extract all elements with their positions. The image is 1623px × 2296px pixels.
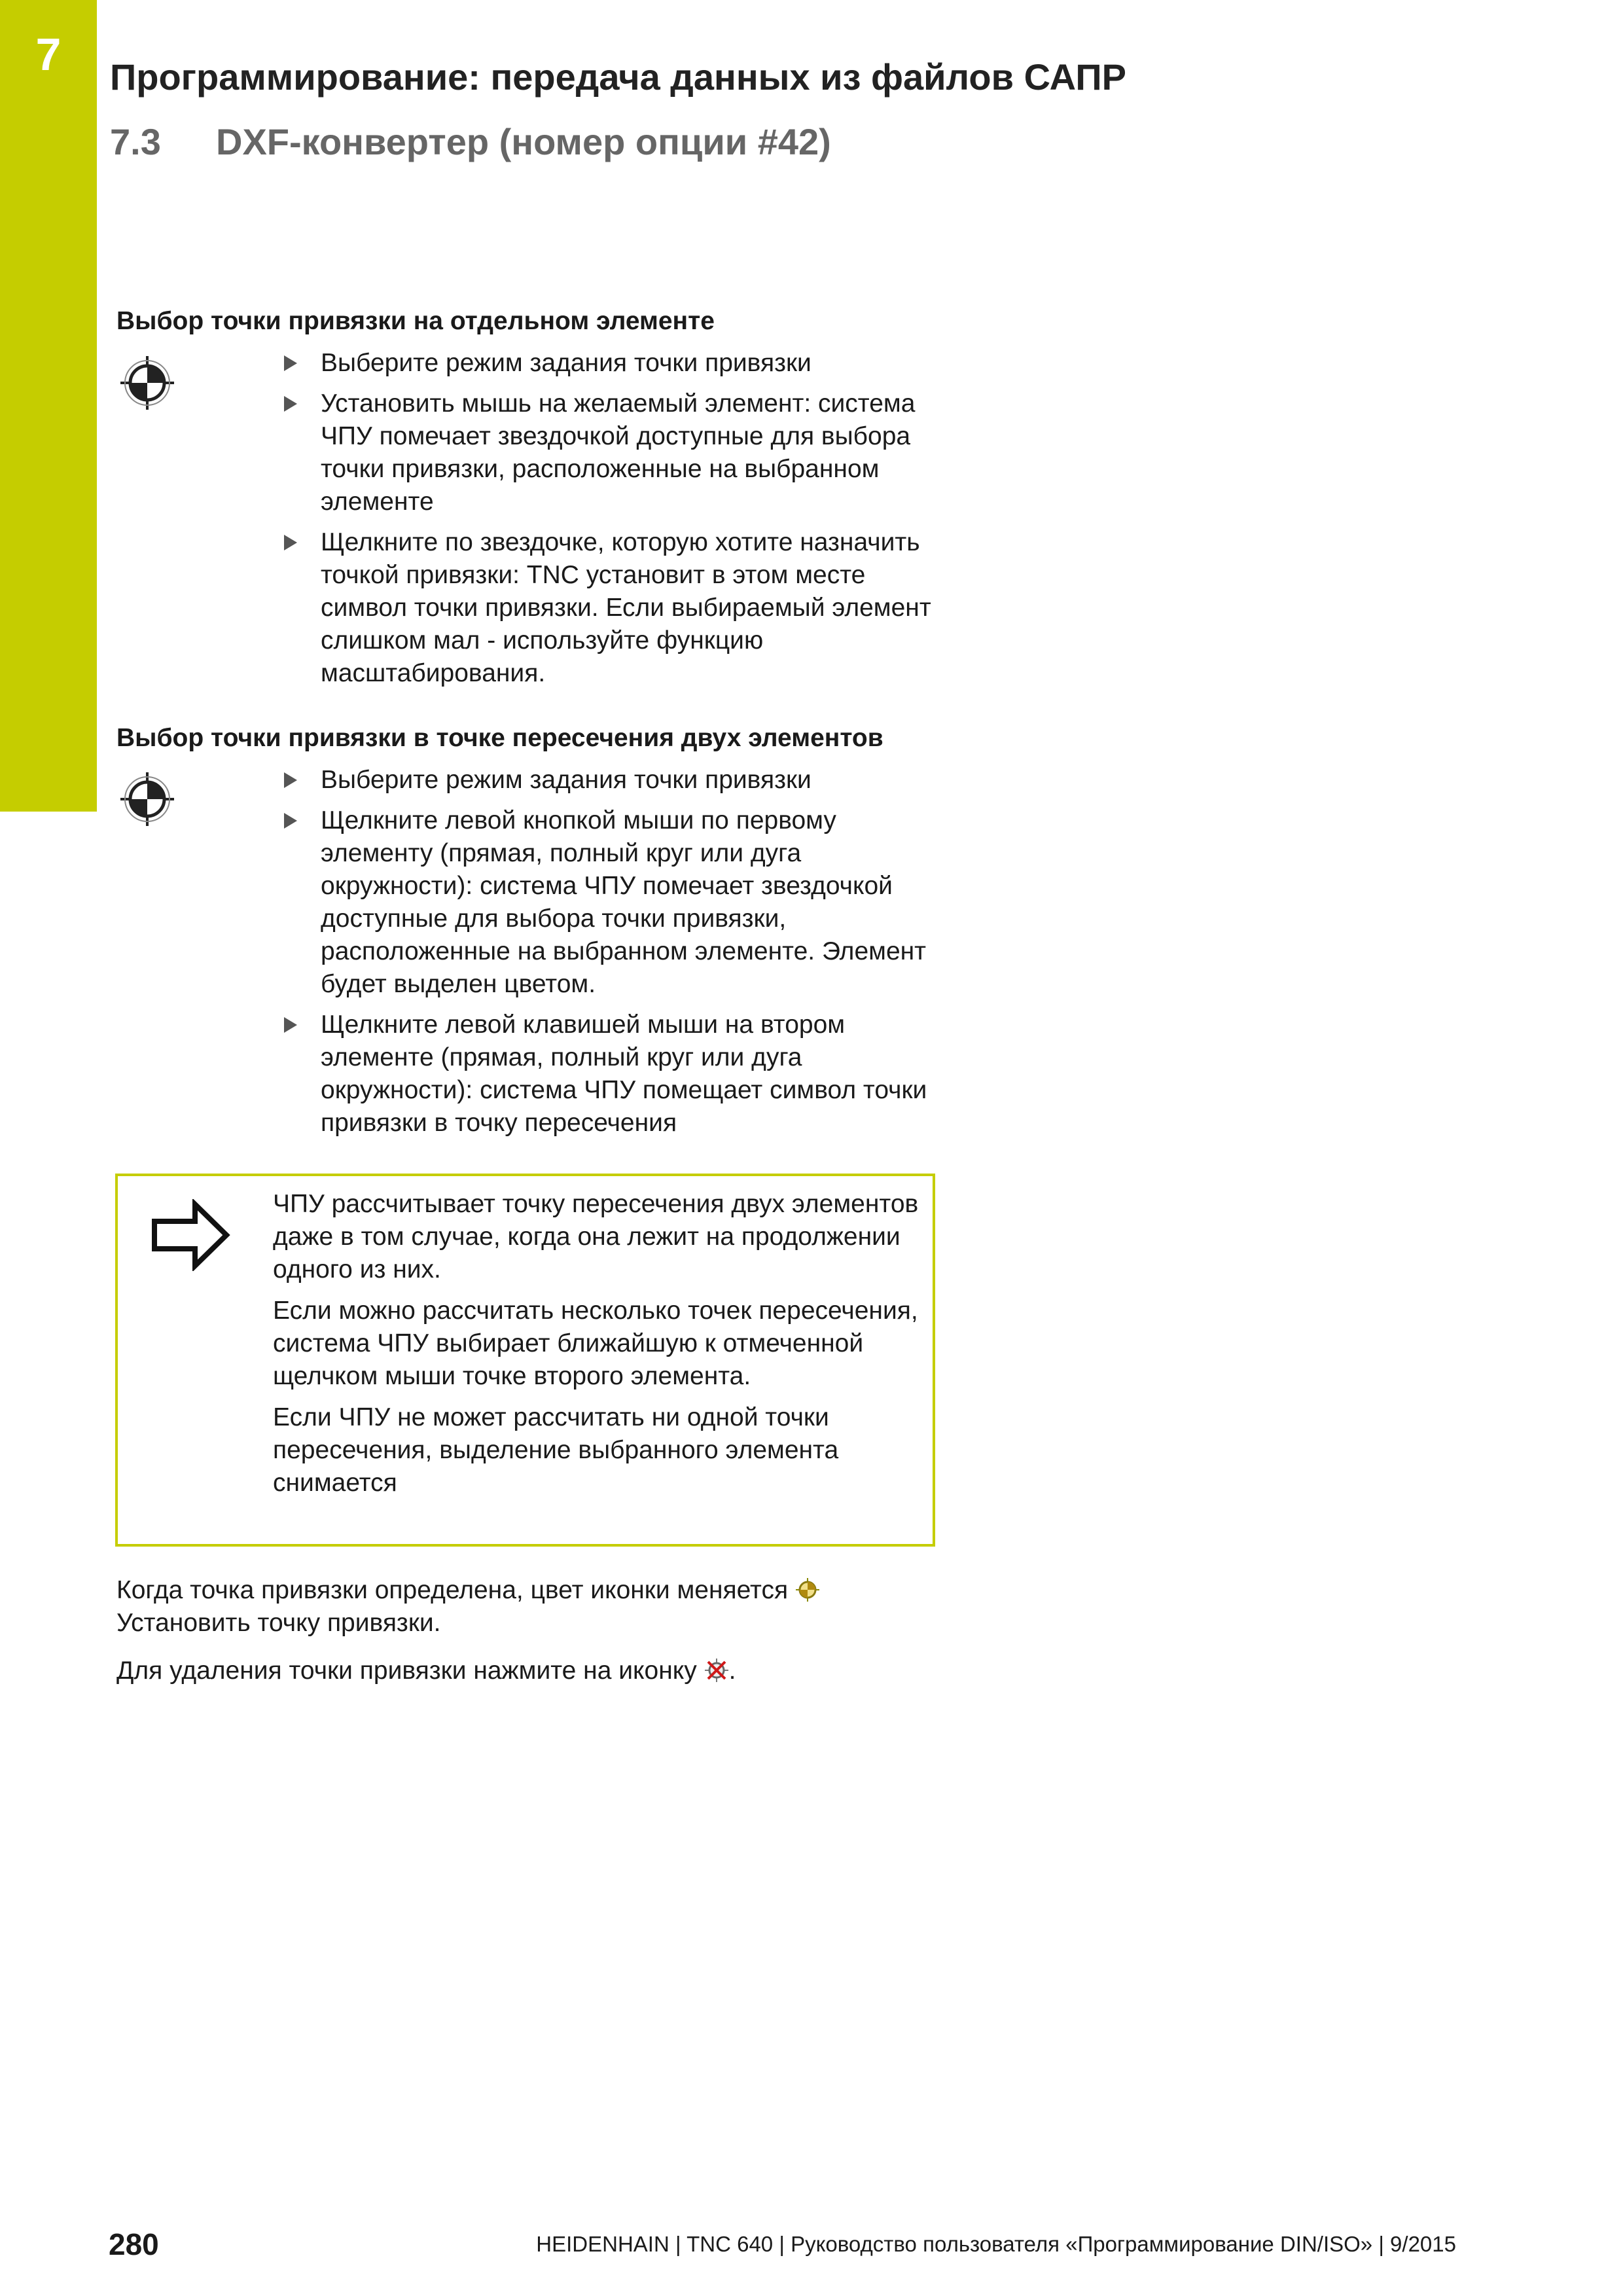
page-number: 280 — [109, 2227, 159, 2261]
note-box — [115, 1174, 935, 1547]
chapter-tab — [0, 0, 97, 812]
steps-single-element — [281, 347, 949, 698]
paragraph-delete-reference: Для удаления точки привязки нажмите на иконку . — [116, 1657, 736, 1685]
steps-intersection — [281, 764, 949, 1147]
bullet-triangle-icon — [284, 535, 297, 550]
list-item: Выберите режим задания точки привязки — [281, 347, 949, 380]
chapter-number: 7 — [35, 29, 62, 80]
footer-text: HEIDENHAIN | TNC 640 | Руководство пользователя «Программирование DIN/ISO» | 9/2015 — [536, 2232, 1456, 2256]
list-item: Щелкните левой кнопкой мыши по первому элементу (прямая, полный круг или дуга окружности): система ЧПУ помечает звездочкой доступные для выбора точки привязки, расположенные на выбранном элементе. Элемент будет выделен цветом. — [281, 804, 949, 1001]
reference-point-icon — [118, 353, 177, 412]
section-number: 7.3 — [110, 121, 161, 162]
note-paragraph: Если ЧПУ не может рассчитать ни одной точки пересечения, выделение выбранного элемента снимается — [273, 1403, 839, 1497]
list-item: Выберите режим задания точки привязки — [281, 764, 949, 797]
delete-reference-point-icon — [704, 1658, 729, 1683]
note-arrow-icon — [149, 1199, 231, 1271]
section-title-text: DXF-конвертер (номер опции #42) — [216, 121, 831, 162]
bullet-triangle-icon — [284, 355, 297, 371]
chapter-title: Программирование: передача данных из файлов САПР — [110, 56, 1126, 98]
note-paragraph: ЧПУ рассчитывает точку пересечения двух элементов даже в том случае, когда она лежит на продолжении одного из них. — [273, 1190, 919, 1283]
reference-point-set-icon — [795, 1577, 820, 1602]
list-item: Установить мышь на желаемый элемент: система ЧПУ помечает звездочкой доступные для выбора точки привязки, расположенные на выбранном элементе — [281, 387, 949, 518]
list-item: Щелкните левой клавишей мыши на втором элементе (прямая, полный круг или дуга окружности): система ЧПУ помещает символ точки привязки в точку пересечения — [281, 1009, 949, 1139]
subheading-intersection: Выбор точки привязки в точке пересечения двух элементов — [116, 724, 883, 752]
section-title — [110, 121, 831, 163]
paragraph-icon-color: Когда точка привязки определена, цвет иконки меняется Установить точку привязки. — [116, 1574, 967, 1640]
list-item: Щелкните по звездочке, которую хотите назначить точкой привязки: TNC установит в этом месте символ точки привязки. Если выбираемый элемент слишком мал - используйте функцию масштабирования. — [281, 526, 949, 690]
bullet-triangle-icon — [284, 1017, 297, 1033]
bullet-triangle-icon — [284, 813, 297, 829]
bullet-triangle-icon — [284, 772, 297, 788]
note-text — [273, 1188, 927, 1508]
note-paragraph: Если можно рассчитать несколько точек пересечения, система ЧПУ выбирает ближайшую к отмеченной щелчком мыши точке второго элемента. — [273, 1297, 918, 1390]
reference-point-icon — [118, 770, 177, 829]
subheading-single-element: Выбор точки привязки на отдельном элементе — [116, 307, 715, 335]
bullet-triangle-icon — [284, 396, 297, 412]
